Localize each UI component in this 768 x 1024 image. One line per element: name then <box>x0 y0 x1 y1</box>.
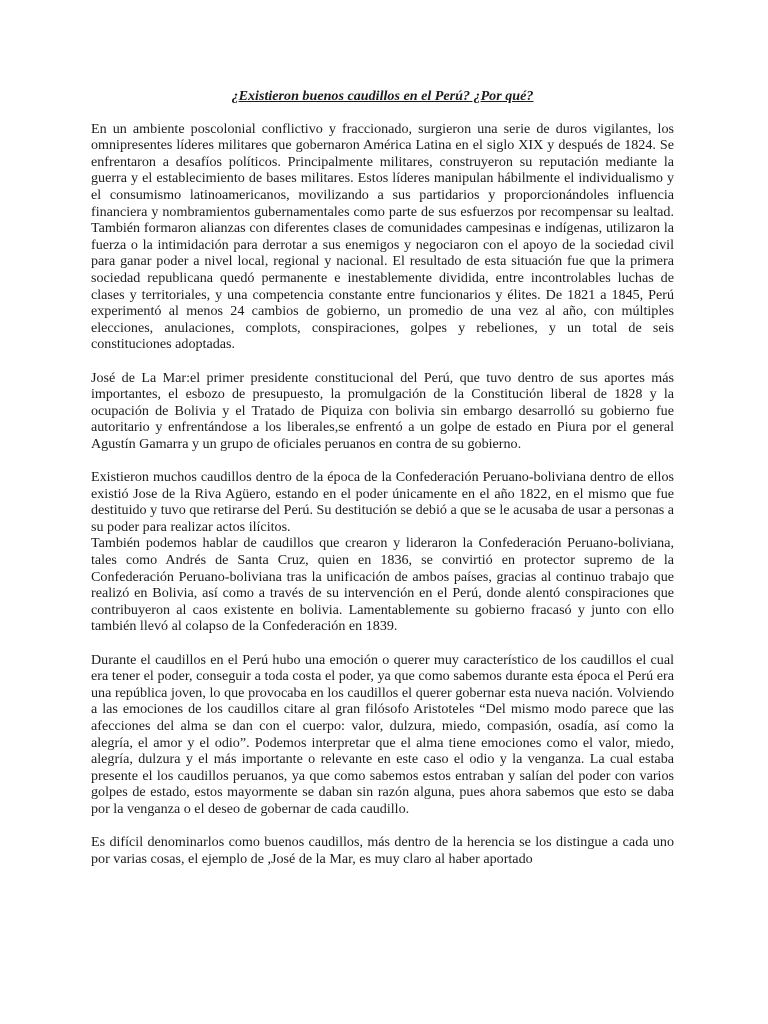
paragraph-santa-cruz: También podemos hablar de caudillos que crearon y lideraron la Confederación Peruano-boliviana, tales como Andrés de Santa Cruz, quien en 1836, se convirtió en protector supremo de la Confederación Peruano-boliviana tras la unificación de ambos países, gracias al continuo trabajo que realizó en Bolivia, así como a través de su intervención en el Perú, donde alentó conspiraciones que contribuyeron al caos existente en bolivia. Lamentablemente su gobierno fracasó y junto con ello también llevó al colapso de la Confederación en 1839. <box>91 535 674 635</box>
paragraph-context: En un ambiente poscolonial conflictivo y fraccionado, surgieron una serie de duros vigilantes, los omnipresentes líderes militares que gobernaron América Latina en el siglo XIX y después de 1824. Se enfrentaron a desafíos políticos. Principalmente militares, construyeron su reputación mediante la guerra y el establecimiento de bases militares. Estos líderes manipulan hábilmente el individualismo y el consumismo latinoamericanos, movilizando a sus partidarios y proporcionándoles influencia financiera y nombramientos gubernamentales como parte de sus esfuerzos por recompensar su lealtad. También formaron alianzas con diferentes clases de comunidades campesinas e indígenas, utilizaron la fuerza o la intimidación para derrotar a sus enemigos y negociaron con el apoyo de la sociedad civil para ganar poder a nivel local, regional y nacional. El resultado de esta situación fue que la primera sociedad republicana quedó permanente e inestablemente dividida, entre incontrolables luchas de clases y territoriales, y una competencia constante entre funcionarios y élites. De 1821 a 1845, Perú experimentó al menos 24 cambios de gobierno, un promedio de una vez al año, con múltiples elecciones, anulaciones, complots, conspiraciones, golpes y rebeliones, y un total de seis constituciones adoptadas. <box>91 120 674 353</box>
paragraph-conclusion: Es difícil denominarlos como buenos caudillos, más dentro de la herencia se los distingue a cada uno por varias cosas, el ejemplo de ,José de la Mar, es muy claro al haber aportado <box>91 834 674 867</box>
paragraph-la-mar: José de La Mar:el primer presidente constitucional del Perú, que tuvo dentro de sus aportes más importantes, el esbozo de presupuesto, la promulgación de la Constitución liberal de 1828 y la ocupación de Bolivia y el Tratado de Piquiza con bolivia sin embargo desarrolló su gobierno fue autoritario y enfrentándose a los liberales,se enfrentó a un golpe de estado en Piura por el general Agustín Gamarra y un grupo de oficiales peruanos en contra de su gobierno. <box>91 369 674 452</box>
document-page <box>91 88 674 884</box>
document-title: ¿Existieron buenos caudillos en el Perú? ¿Por qué? <box>231 88 534 104</box>
paragraph-emotions: Durante el caudillos en el Perú hubo una emoción o querer muy característico de los caudillos el cual era tener el poder, conseguir a toda costa el poder, ya que como sabemos durante esta época el Perú era una república joven, lo que provocaba en los caudillos el querer gobernar esta nueva nación. Volviendo a las emociones de los caudillos citare al gran filósofo Aristoteles “Del mismo modo parece que las afecciones del alma se dan con el cuerpo: valor, dulzura, miedo, compasión, osadía, así como la alegría, el amor y el odio”. Podemos interpretar que el alma tiene emociones como el valor, miedo, alegría, dulzura y el más importante o relevante en este caso el odio y la venganza. La cual estaba presente el los caudillos peruanos, ya que como sabemos estos entraban y salían del poder con varios golpes de estado, estos mayormente se daban sin razón alguna, pues ahora sabemos que esto se daba por la venganza o el deseo de gobernar de cada caudillo. <box>91 651 674 817</box>
paragraph-riva-aguero: Existieron muchos caudillos dentro de la época de la Confederación Peruano-boliviana dentro de ellos existió Jose de la Riva Agüero, estando en el poder únicamente en el año 1822, en el mismo que fue destituido y tuvo que retirarse del Perú. Su destitución se debió a que se le acusaba de usar a personas a su poder para realizar actos ilícitos. <box>91 469 674 535</box>
